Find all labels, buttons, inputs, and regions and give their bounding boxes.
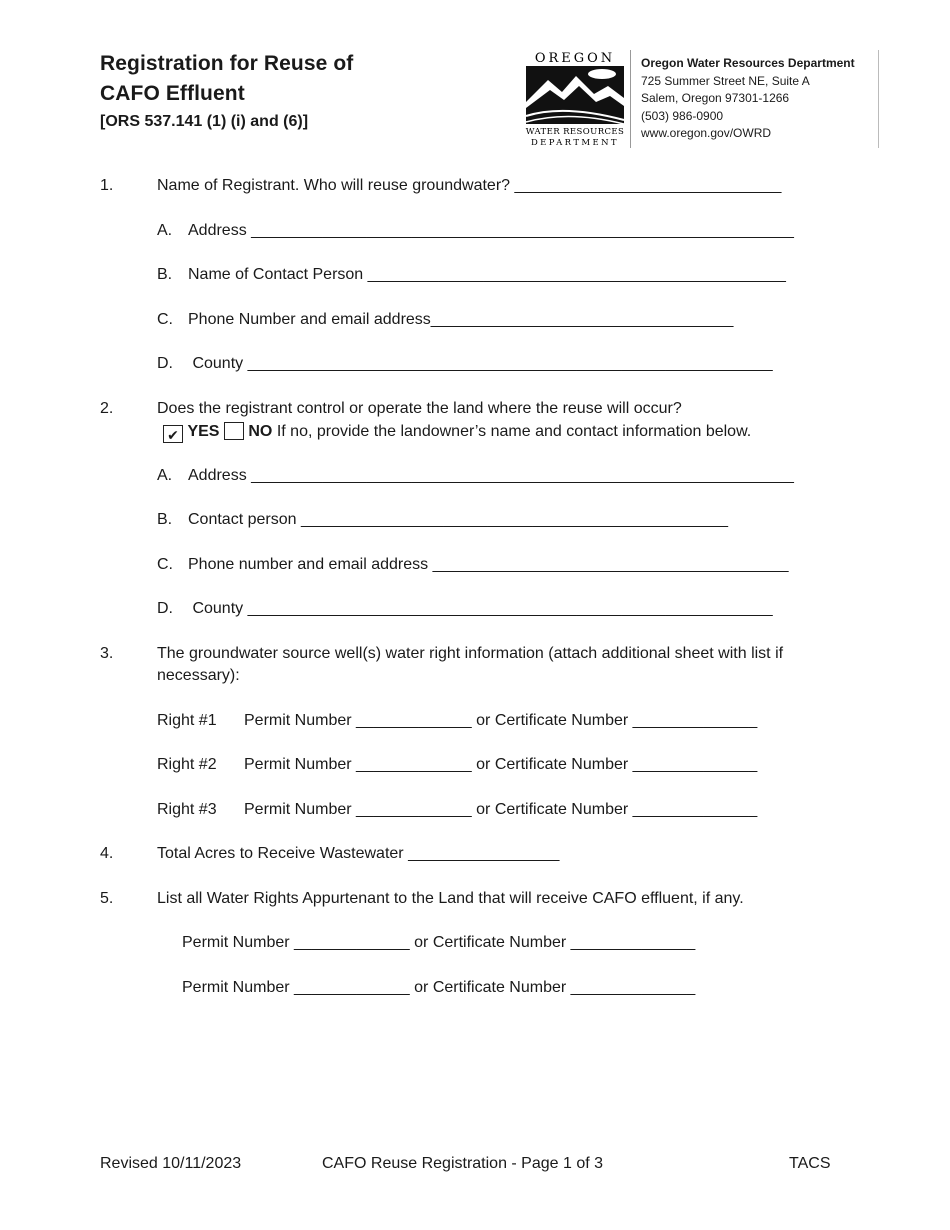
footer-code: TACS (789, 1155, 831, 1172)
q2-question-text: Does the registrant control or operate the land where the reuse will occur? (157, 400, 682, 417)
q2-a-letter: A. (157, 467, 173, 484)
right-1-label: Right #1 (157, 712, 217, 729)
q2-c-text[interactable]: Phone number and email address ________________________________________ (188, 556, 789, 573)
q2-c-letter: C. (157, 556, 173, 573)
statute-citation: [ORS 537.141 (1) (i) and (6)] (100, 113, 309, 130)
form-title-line2: CAFO Effluent (100, 82, 245, 105)
q5-question-text: List all Water Rights Appurtenant to the Land that will receive CAFO effluent, if any. (157, 890, 744, 907)
q4-total-acres-field[interactable]: Total Acres to Receive Wastewater _________________ (157, 845, 560, 862)
footer-page-info: CAFO Reuse Registration - Page 1 of 3 (322, 1155, 604, 1172)
q1-address-field[interactable] (157, 222, 794, 240)
q2-contact-person-field[interactable] (157, 511, 728, 529)
logo-top-text: OREGON (534, 51, 616, 66)
q2-d-text[interactable]: County ___________________________________________________________ (188, 600, 773, 617)
q1-c-letter: C. (157, 311, 173, 328)
q1-county-field[interactable] (157, 355, 773, 373)
right-3-label: Right #3 (157, 801, 217, 818)
right-3-fields[interactable]: Permit Number _____________ or Certificate Number ______________ (244, 801, 758, 818)
q1-registrant-name-field[interactable]: Name of Registrant. Who will reuse groundwater? ______________________________ (157, 177, 782, 194)
q1-d-letter: D. (157, 355, 173, 372)
form-title-line1: Registration for Reuse of (100, 52, 354, 75)
q3-right-3-row[interactable] (157, 801, 757, 819)
dept-phone: (503) 986-0900 (641, 108, 724, 123)
dept-address-2: Salem, Oregon 97301-1266 (641, 91, 790, 105)
q1-b-text[interactable]: Name of Contact Person _______________________________________________ (188, 266, 786, 283)
q2-no-checkbox[interactable] (224, 422, 244, 440)
q1-d-text[interactable]: County ___________________________________________________________ (188, 355, 773, 372)
owrd-logo (524, 50, 626, 148)
right-2-label: Right #2 (157, 756, 217, 773)
q2-yes-checkbox[interactable]: ✔ (163, 425, 183, 443)
q3-number: 3. (100, 645, 114, 662)
q1-a-text[interactable]: Address _____________________________________________________________ (188, 222, 794, 239)
q2-no-label: NO (248, 423, 273, 440)
right-2-fields[interactable]: Permit Number _____________ or Certificate Number ______________ (244, 756, 758, 773)
q2-number: 2. (100, 400, 114, 417)
q1-c-text[interactable]: Phone Number and email address__________________________________ (188, 311, 734, 328)
q2-address-field[interactable] (157, 467, 794, 485)
q5-row-2-fields[interactable]: Permit Number _____________ or Certificate Number ______________ (182, 979, 696, 996)
footer-revised-date: Revised 10/11/2023 (100, 1155, 242, 1172)
q1-phone-email-field[interactable] (157, 311, 733, 329)
q2-phone-email-field[interactable] (157, 556, 789, 574)
q5-row-1-fields[interactable]: Permit Number _____________ or Certificate Number ______________ (182, 934, 696, 951)
q5-number: 5. (100, 890, 114, 907)
dept-address-1: 725 Summer Street NE, Suite A (641, 73, 810, 88)
header-divider-right (878, 50, 879, 148)
q2-b-text[interactable]: Contact person ________________________________________________ (188, 511, 729, 528)
logo-bottom-text-2: DEPARTMENT (530, 138, 620, 148)
q1-number: 1. (100, 177, 114, 194)
department-contact-block (641, 55, 855, 143)
q3-right-1-row[interactable] (157, 712, 757, 730)
q3-text-line1: The groundwater source well(s) water right information (attach additional sheet with list if (157, 645, 784, 662)
q4-number: 4. (100, 845, 114, 862)
q2-note: If no, provide the landowner’s name and contact information below. (276, 423, 752, 440)
q2-d-letter: D. (157, 600, 173, 617)
header-divider (630, 50, 631, 148)
q1-a-letter: A. (157, 222, 173, 239)
q2-a-text[interactable]: Address _____________________________________________________________ (188, 467, 794, 484)
dept-website[interactable]: www.oregon.gov/OWRD (641, 126, 772, 140)
q1-b-letter: B. (157, 266, 173, 283)
logo-bottom-text-1: WATER RESOURCES (525, 127, 625, 137)
dept-name: Oregon Water Resources Department (641, 56, 855, 70)
q2-yes-no-row (163, 422, 751, 443)
q3-text-line2: necessary): (157, 667, 240, 684)
q2-yes-label: YES (187, 423, 220, 440)
q3-right-2-row[interactable] (157, 756, 757, 774)
q2-b-letter: B. (157, 511, 173, 528)
right-1-fields[interactable]: Permit Number _____________ or Certificate Number ______________ (244, 712, 758, 729)
q2-county-field[interactable] (157, 600, 773, 618)
q1-contact-person-field[interactable] (157, 266, 786, 284)
